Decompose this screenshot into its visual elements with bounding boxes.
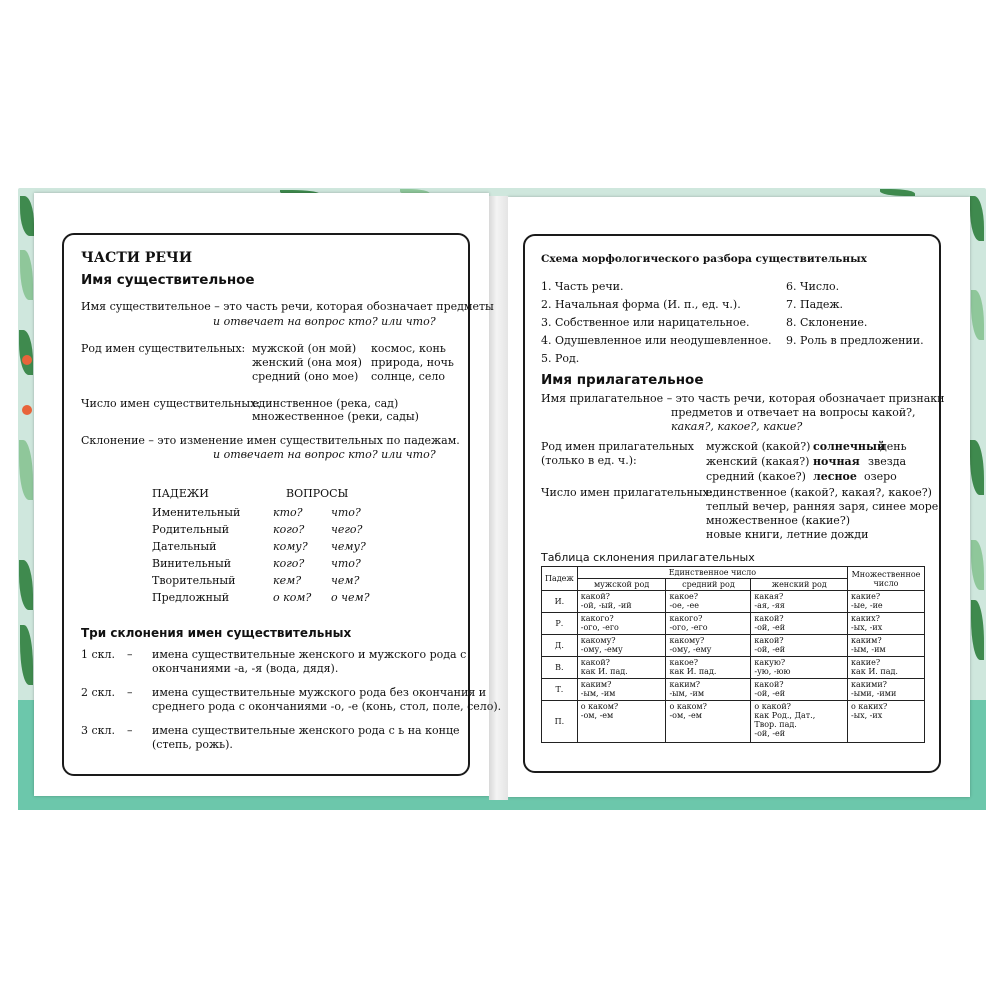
scheme-item: 5. Род. [541, 352, 580, 365]
cell-ending: -ым, -им [580, 689, 616, 698]
table-row [542, 613, 925, 635]
cell [848, 613, 925, 635]
adjective-definition-line1: Имя прилагательное – это часть речи, которая обозначает признаки [541, 392, 945, 405]
cell-ending: -ой, -ый, -ий [580, 601, 632, 610]
cell-question: какой? [754, 636, 784, 645]
cell-question: какая? [754, 592, 784, 601]
case-question: кто? [273, 506, 303, 519]
case-question: что? [331, 557, 361, 570]
case-question: о чем? [331, 591, 370, 604]
cell [848, 679, 925, 701]
header-masculine: мужской род [577, 579, 666, 591]
cell [751, 591, 848, 613]
cell-ending: -ое, -ее [669, 601, 699, 610]
cell [666, 679, 751, 701]
cell-ending: -ых, -их [851, 711, 883, 720]
cell-ending: как И. пад. [851, 667, 898, 676]
adj-gender-item: мужской (какой?) [706, 440, 811, 453]
declension-text: имена существительные женского и мужского рода с [152, 648, 467, 661]
table-row [542, 591, 925, 613]
table-row [542, 679, 925, 701]
cell [577, 613, 666, 635]
cell-question: какой? [754, 614, 784, 623]
declension-text: окончаниями -а, -я (вода, дядя). [152, 662, 339, 675]
three-declensions-heading: Три склонения имен существительных [81, 626, 352, 640]
cell-question: какое? [669, 658, 699, 667]
case-name: Именительный [152, 506, 241, 519]
declension-dash: – [127, 724, 133, 737]
scheme-item: 2. Начальная форма (И. п., ед. ч.). [541, 298, 741, 311]
cell-ending: -ого, -его [669, 623, 708, 632]
adj-gender-label: Род имен прилагательных [541, 440, 694, 453]
adj-example-word: лесное [813, 470, 857, 483]
case-abbr: Д. [542, 635, 578, 657]
cell [848, 701, 925, 743]
adj-example-word: солнечный [813, 440, 886, 453]
cell-question: какому? [669, 636, 705, 645]
declension-definition-line2: и отвечает на вопрос кто? или что? [213, 448, 436, 461]
cell-question: о каких? [851, 702, 888, 711]
adj-singular-examples: теплый вечер, ранняя заря, синее море [706, 500, 939, 513]
cell-ending: -ому, -ему [669, 645, 712, 654]
header-neuter: средний род [666, 579, 751, 591]
cell [666, 591, 751, 613]
cell [848, 635, 925, 657]
case-name: Родительный [152, 523, 230, 536]
table-row [542, 657, 925, 679]
table-row [542, 635, 925, 657]
declension-text: среднего рода с окончаниями -о, -е (конь, стол, поле, село). [152, 700, 502, 713]
case-question: кого? [273, 557, 305, 570]
gender-example: природа, ночь [371, 356, 454, 369]
cell-question: какие? [851, 658, 881, 667]
cell-ending: -ым, -им [851, 645, 886, 654]
flower-decoration [22, 355, 32, 365]
noun-definition-line2: и отвечает на вопрос кто? или что? [213, 315, 436, 328]
cell [666, 701, 751, 743]
section-title: ЧАСТИ РЕЧИ [81, 250, 193, 266]
declension-number: 3 скл. [81, 724, 116, 737]
cell [577, 657, 666, 679]
header-feminine: женский род [751, 579, 848, 591]
flower-decoration [22, 405, 32, 415]
cell-question: о каком? [669, 702, 707, 711]
adj-gender-item: средний (какое?) [706, 470, 806, 483]
cell-question: о каком? [580, 702, 619, 711]
noun-definition-line1: Имя существительное – это часть речи, которая обозначает предметы [81, 300, 494, 313]
adjective-definition-line3: какая?, какое?, какие? [671, 420, 803, 433]
adj-example-noun: озеро [864, 470, 897, 483]
cell [666, 613, 751, 635]
adj-example-word: ночная [813, 455, 860, 468]
header-case: Падеж [542, 567, 578, 591]
adj-number-plural: множественное (какие?) [706, 514, 851, 527]
cell-question: какой? [580, 658, 610, 667]
cell-question: какую? [754, 658, 786, 667]
declension-text: имена существительные мужского рода без окончания и [152, 686, 487, 699]
adjective-definition-line2: предметов и отвечает на вопросы какой?, [671, 406, 916, 419]
gender-example: солнце, село [371, 370, 445, 383]
case-question: чего? [331, 523, 363, 536]
declension-number: 1 скл. [81, 648, 116, 661]
scheme-item: 1. Часть речи. [541, 280, 624, 293]
scheme-item: 8. Склонение. [786, 316, 868, 329]
cell [577, 701, 666, 743]
case-question: кем? [273, 574, 302, 587]
cell-question: какой? [580, 592, 610, 601]
case-name: Творительный [152, 574, 236, 587]
number-plural: множественное (реки, сады) [252, 410, 419, 423]
cell-ending: -ой, -ей [754, 645, 786, 654]
case-abbr: Р. [542, 613, 578, 635]
declension-definition-line1: Склонение – это изменение имен существительных по падежам. [81, 434, 460, 447]
scheme-item: 7. Падеж. [786, 298, 844, 311]
cell [577, 679, 666, 701]
cell-ending: -ом, -ем [669, 711, 702, 720]
cell-ending: Твор. пад. [754, 720, 797, 729]
cell-ending: -ой, -ей [754, 729, 786, 738]
cell [848, 657, 925, 679]
case-question: чему? [331, 540, 366, 553]
case-abbr: В. [542, 657, 578, 679]
case-name: Дательный [152, 540, 217, 553]
header-plural: Множественное число [848, 567, 925, 591]
declension-dash: – [127, 648, 133, 661]
cell-question: какого? [580, 614, 614, 623]
adjective-heading: Имя прилагательное [541, 372, 704, 388]
adj-gender-label-note: (только в ед. ч.): [541, 454, 637, 467]
case-name: Предложный [152, 591, 230, 604]
cases-header: ПАДЕЖИ [152, 487, 209, 500]
number-singular: единственное (река, сад) [252, 397, 399, 410]
case-name: Винительный [152, 557, 232, 570]
cell [666, 635, 751, 657]
cell-ending: -ого, -его [580, 623, 619, 632]
declension-table [541, 566, 925, 743]
adj-example-noun: звезда [868, 455, 907, 468]
noun-number-label: Число имен существительных: [81, 397, 261, 410]
cell-ending: -ой, -ей [754, 623, 786, 632]
cell-ending: как Род., Дат., [754, 711, 816, 720]
scheme-item: 3. Собственное или нарицательное. [541, 316, 750, 329]
declension-dash: – [127, 686, 133, 699]
cell-ending: -ую, -юю [754, 667, 791, 676]
case-abbr: П. [542, 701, 578, 743]
cell-question: какое? [669, 592, 699, 601]
cell-ending: -ым, -им [669, 689, 705, 698]
noun-gender-label: Род имен существительных: [81, 342, 246, 355]
cell-ending: как И. пад. [669, 667, 717, 676]
gender-item: средний (оно мое) [252, 370, 359, 383]
cell-ending: -ой, -ей [754, 689, 786, 698]
table-title: Таблица склонения прилагательных [541, 551, 755, 564]
cell-ending: -ому, -ему [580, 645, 623, 654]
cell-question: какого? [669, 614, 703, 623]
gender-item: женский (она моя) [252, 356, 362, 369]
gender-example: космос, конь [371, 342, 446, 355]
case-question: кому? [273, 540, 308, 553]
cell-ending: -ая, -яя [754, 601, 785, 610]
case-question: о ком? [273, 591, 312, 604]
cell [848, 591, 925, 613]
cell-ending: как И. пад. [580, 667, 628, 676]
adj-number-label: Число имен прилагательных: [541, 486, 713, 499]
cell [577, 635, 666, 657]
cell-ending: -ом, -ем [580, 711, 614, 720]
cell-ending: -ые, -ие [851, 601, 883, 610]
cell-question: какому? [580, 636, 616, 645]
case-question: что? [331, 506, 361, 519]
adj-example-noun: день [880, 440, 907, 453]
scheme-item: 9. Роль в предложении. [786, 334, 924, 347]
cell [577, 591, 666, 613]
cell-question: каким? [851, 636, 882, 645]
declension-number: 2 скл. [81, 686, 116, 699]
header-singular: Единственное число [577, 567, 847, 579]
adj-number-singular: единственное (какой?, какая?, какое?) [706, 486, 932, 499]
case-question: кого? [273, 523, 305, 536]
cell-question: какие? [851, 592, 881, 601]
cell [751, 701, 848, 743]
case-question: чем? [331, 574, 360, 587]
cell [751, 635, 848, 657]
case-abbr: И. [542, 591, 578, 613]
scheme-item: 4. Одушевленное или неодушевленное. [541, 334, 772, 347]
questions-header: ВОПРОСЫ [286, 487, 349, 500]
scheme-item: 6. Число. [786, 280, 840, 293]
table-row [542, 701, 925, 743]
cell-question: какой? [754, 680, 784, 689]
cell [751, 657, 848, 679]
noun-heading: Имя существительное [81, 272, 255, 288]
cell-question: каким? [580, 680, 612, 689]
cell-question: какими? [851, 680, 887, 689]
cell-ending: -ых, -их [851, 623, 883, 632]
gender-item: мужской (он мой) [252, 342, 357, 355]
cell-question: каким? [669, 680, 701, 689]
declension-text: (степь, рожь). [152, 738, 233, 751]
cell-question: каких? [851, 614, 880, 623]
cell [666, 657, 751, 679]
cell [751, 613, 848, 635]
cell-ending: -ыми, -ими [851, 689, 897, 698]
cell [751, 679, 848, 701]
case-abbr: Т. [542, 679, 578, 701]
adj-plural-examples: новые книги, летние дожди [706, 528, 869, 541]
cell-question: о какой? [754, 702, 791, 711]
scheme-heading: Схема морфологического разбора существительных [541, 253, 867, 265]
declension-text: имена существительные женского рода с ь на конце [152, 724, 460, 737]
adj-gender-item: женский (какая?) [706, 455, 810, 468]
